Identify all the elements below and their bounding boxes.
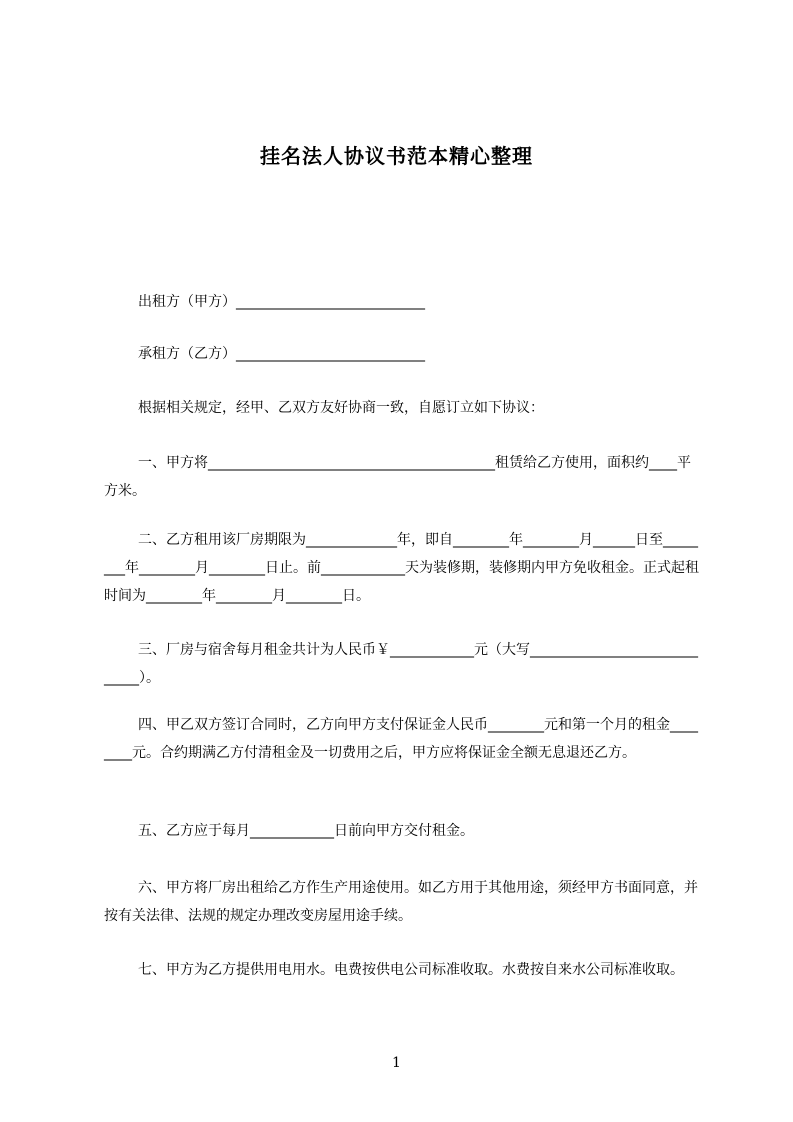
clause-3: 三、厂房与宿舍每月租金共计为人民币￥____________元（大写_____________________________）。 <box>104 642 698 686</box>
clause-6: 六、甲方将厂房出租给乙方作生产用途使用。如乙方用于其他用途，须经甲方书面同意，并按有关法律、法规的规定办理改变房屋用途手续。 <box>104 880 698 924</box>
clause-1: 一、甲方将_________________________________________租赁给乙方使用，面积约____平方米。 <box>104 455 691 499</box>
intro-paragraph: 根据相关规定，经甲、乙双方友好协商一致，自愿订立如下协议： <box>138 400 544 416</box>
clause-2: 二、乙方租用该厂房期限为_____________年，即自________年________月______日至________年________月________日止。前____________天为装修期，装修期内甲方免收租金。正式起租时间为________年________月________日。 <box>104 532 699 604</box>
lessee-line: 承租方（乙方）___________________________ <box>138 346 425 362</box>
document-title: 挂名法人协议书范本精心整理 <box>260 144 533 168</box>
page-number: 1 <box>392 1055 401 1071</box>
clause-5: 五、乙方应于每月____________日前向甲方交付租金。 <box>138 823 474 839</box>
lessor-line: 出租方（甲方）___________________________ <box>138 294 425 310</box>
clause-7: 七、甲方为乙方提供用电用水。电费按供电公司标准收取。水费按自来水公司标准收取。 <box>138 962 684 978</box>
clause-4: 四、甲乙双方签订合同时，乙方向甲方支付保证金人民币________元和第一个月的租金________元。合约期满乙方付清租金及一切费用之后，甲方应将保证金全额无息退还乙方。 <box>104 717 698 761</box>
